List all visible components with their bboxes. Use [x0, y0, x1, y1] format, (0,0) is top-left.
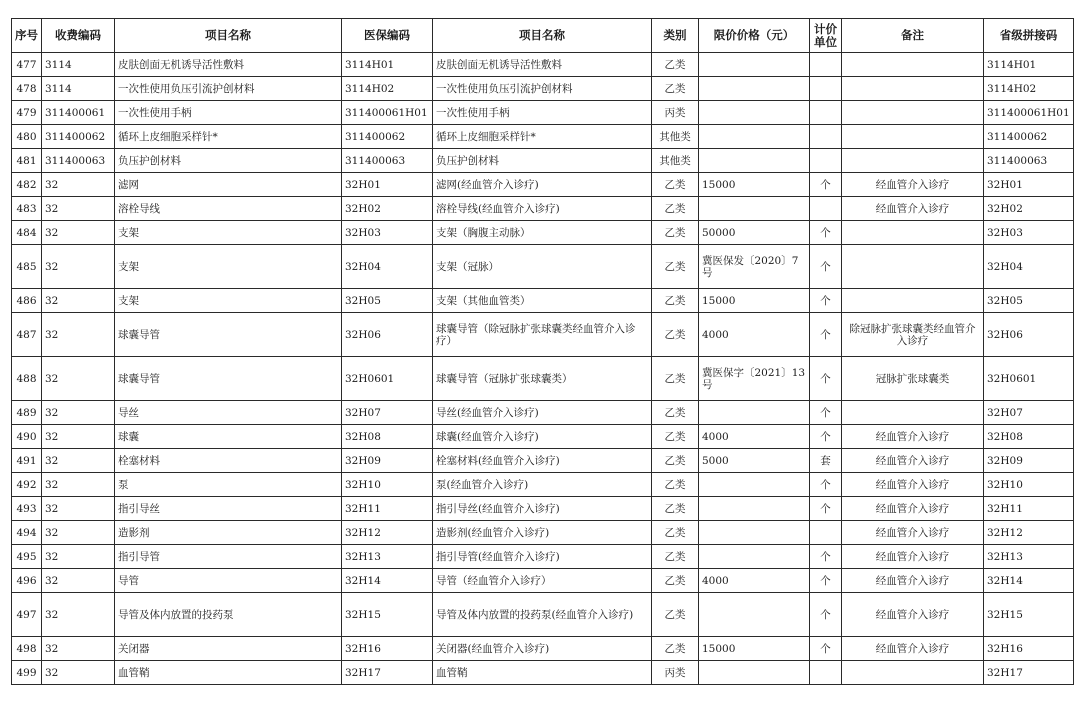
table-row	[12, 53, 1074, 77]
cell-fee-code: 32	[42, 545, 115, 569]
cell-unit: 个	[810, 497, 842, 521]
cell-category: 乙类	[652, 569, 699, 593]
cell-seq: 485	[12, 245, 42, 289]
cell-category: 乙类	[652, 425, 699, 449]
cell-insurance-code: 311400063	[342, 149, 433, 173]
table-row	[12, 149, 1074, 173]
cell-fee-code: 311400061	[42, 101, 115, 125]
table-row	[12, 313, 1074, 357]
table-row	[12, 197, 1074, 221]
cell-note	[842, 401, 984, 425]
cell-item-name: 负压护创材料	[115, 149, 342, 173]
table-row	[12, 521, 1074, 545]
cell-item-detail: 血管鞘	[433, 661, 652, 685]
cell-unit: 个	[810, 425, 842, 449]
cell-fee-code: 32	[42, 401, 115, 425]
cell-fee-code: 32	[42, 245, 115, 289]
cell-seq: 499	[12, 661, 42, 685]
cell-note	[842, 221, 984, 245]
cell-insurance-code: 32H15	[342, 593, 433, 637]
cell-seq: 479	[12, 101, 42, 125]
cell-insurance-code: 32H01	[342, 173, 433, 197]
cell-item-name: 栓塞材料	[115, 449, 342, 473]
cell-seq: 486	[12, 289, 42, 313]
cell-fee-code: 32	[42, 569, 115, 593]
cell-fee-code: 32	[42, 593, 115, 637]
cell-insurance-code: 32H08	[342, 425, 433, 449]
header-row	[12, 19, 1074, 53]
cell-item-name: 循环上皮细胞采样针*	[115, 125, 342, 149]
cell-item-name: 溶栓导线	[115, 197, 342, 221]
cell-price	[699, 661, 810, 685]
table-row	[12, 593, 1074, 637]
header-category: 类别	[652, 19, 699, 53]
cell-item-detail: 一次性使用手柄	[433, 101, 652, 125]
cell-category: 其他类	[652, 149, 699, 173]
cell-price	[699, 545, 810, 569]
cell-price	[699, 593, 810, 637]
cell-item-name: 一次性使用负压引流护创材料	[115, 77, 342, 101]
cell-price: 15000	[699, 289, 810, 313]
cell-seq: 488	[12, 357, 42, 401]
cell-note: 经血管介入诊疗	[842, 545, 984, 569]
cell-insurance-code: 32H0601	[342, 357, 433, 401]
cell-fee-code: 3114	[42, 53, 115, 77]
cell-provincial-code: 32H15	[984, 593, 1074, 637]
cell-provincial-code: 32H04	[984, 245, 1074, 289]
cell-provincial-code: 32H11	[984, 497, 1074, 521]
table-row	[12, 125, 1074, 149]
header-item-name: 项目名称	[115, 19, 342, 53]
table-row	[12, 77, 1074, 101]
cell-price	[699, 473, 810, 497]
cell-item-detail: 造影剂(经血管介入诊疗)	[433, 521, 652, 545]
cell-insurance-code: 32H06	[342, 313, 433, 357]
cell-unit: 个	[810, 473, 842, 497]
cell-item-detail: 负压护创材料	[433, 149, 652, 173]
cell-category: 丙类	[652, 661, 699, 685]
cell-unit: 个	[810, 569, 842, 593]
header-note: 备注	[842, 19, 984, 53]
cell-note	[842, 245, 984, 289]
header-price-limit: 限价价格（元）	[699, 19, 810, 53]
cell-item-name: 支架	[115, 289, 342, 313]
cell-category: 乙类	[652, 221, 699, 245]
cell-seq: 498	[12, 637, 42, 661]
cell-category: 丙类	[652, 101, 699, 125]
cell-provincial-code: 32H14	[984, 569, 1074, 593]
cell-provincial-code: 32H12	[984, 521, 1074, 545]
cell-insurance-code: 32H10	[342, 473, 433, 497]
cell-seq: 478	[12, 77, 42, 101]
cell-note	[842, 125, 984, 149]
cell-provincial-code: 32H03	[984, 221, 1074, 245]
cell-price: 5000	[699, 449, 810, 473]
table-row	[12, 545, 1074, 569]
cell-seq: 491	[12, 449, 42, 473]
cell-seq: 487	[12, 313, 42, 357]
cell-item-detail: 栓塞材料(经血管介入诊疗)	[433, 449, 652, 473]
cell-item-name: 导管	[115, 569, 342, 593]
table-body	[12, 53, 1074, 685]
cell-price	[699, 101, 810, 125]
cell-category: 其他类	[652, 125, 699, 149]
cell-category: 乙类	[652, 173, 699, 197]
cell-provincial-code: 3114H01	[984, 53, 1074, 77]
cell-provincial-code: 32H17	[984, 661, 1074, 685]
cell-note	[842, 149, 984, 173]
cell-unit	[810, 197, 842, 221]
cell-insurance-code: 311400062	[342, 125, 433, 149]
cell-fee-code: 32	[42, 425, 115, 449]
cell-seq: 493	[12, 497, 42, 521]
cell-unit: 个	[810, 357, 842, 401]
cell-price: 4000	[699, 569, 810, 593]
cell-price: 冀医保字〔2021〕13号	[699, 357, 810, 401]
cell-note	[842, 661, 984, 685]
cell-note	[842, 289, 984, 313]
cell-fee-code: 32	[42, 661, 115, 685]
cell-category: 乙类	[652, 401, 699, 425]
cell-item-name: 导管及体内放置的投药泵	[115, 593, 342, 637]
cell-insurance-code: 3114H01	[342, 53, 433, 77]
cell-seq: 495	[12, 545, 42, 569]
cell-seq: 490	[12, 425, 42, 449]
cell-insurance-code: 32H11	[342, 497, 433, 521]
cell-item-detail: 滤网(经血管介入诊疗)	[433, 173, 652, 197]
table-row	[12, 357, 1074, 401]
header-unit: 计价单位	[810, 19, 842, 53]
cell-insurance-code: 32H16	[342, 637, 433, 661]
cell-note: 经血管介入诊疗	[842, 449, 984, 473]
cell-provincial-code: 311400063	[984, 149, 1074, 173]
cell-category: 乙类	[652, 357, 699, 401]
cell-price: 15000	[699, 637, 810, 661]
cell-price: 冀医保发〔2020〕7号	[699, 245, 810, 289]
cell-insurance-code: 32H03	[342, 221, 433, 245]
cell-provincial-code: 32H08	[984, 425, 1074, 449]
cell-note: 经血管介入诊疗	[842, 569, 984, 593]
cell-fee-code: 3114	[42, 77, 115, 101]
cell-insurance-code: 32H09	[342, 449, 433, 473]
table-row	[12, 289, 1074, 313]
cell-item-detail: 支架（其他血管类）	[433, 289, 652, 313]
cell-insurance-code: 32H12	[342, 521, 433, 545]
table-row	[12, 661, 1074, 685]
cell-insurance-code: 32H02	[342, 197, 433, 221]
cell-provincial-code: 32H01	[984, 173, 1074, 197]
cell-item-detail: 皮肤创面无机诱导活性敷料	[433, 53, 652, 77]
table-row	[12, 401, 1074, 425]
table-row	[12, 449, 1074, 473]
cell-category: 乙类	[652, 545, 699, 569]
cell-note: 冠脉扩张球囊类	[842, 357, 984, 401]
cell-fee-code: 32	[42, 313, 115, 357]
cell-price	[699, 497, 810, 521]
cell-insurance-code: 32H13	[342, 545, 433, 569]
table-row	[12, 425, 1074, 449]
cell-item-detail: 循环上皮细胞采样针*	[433, 125, 652, 149]
cell-provincial-code: 32H06	[984, 313, 1074, 357]
cell-item-detail: 导管（经血管介入诊疗）	[433, 569, 652, 593]
cell-item-name: 球囊导管	[115, 313, 342, 357]
cell-item-detail: 球囊导管（除冠脉扩张球囊类经血管介入诊疗）	[433, 313, 652, 357]
cell-unit: 个	[810, 545, 842, 569]
cell-item-name: 导丝	[115, 401, 342, 425]
cell-item-name: 泵	[115, 473, 342, 497]
cell-item-detail: 导管及体内放置的投药泵(经血管介入诊疗)	[433, 593, 652, 637]
cell-note: 经血管介入诊疗	[842, 473, 984, 497]
cell-item-name: 关闭器	[115, 637, 342, 661]
table-row	[12, 473, 1074, 497]
cell-fee-code: 32	[42, 473, 115, 497]
price-table	[11, 18, 1074, 685]
cell-unit: 个	[810, 593, 842, 637]
table-row	[12, 497, 1074, 521]
cell-item-name: 皮肤创面无机诱导活性敷料	[115, 53, 342, 77]
cell-price	[699, 149, 810, 173]
cell-price	[699, 53, 810, 77]
cell-insurance-code: 3114H02	[342, 77, 433, 101]
cell-seq: 489	[12, 401, 42, 425]
cell-note: 经血管介入诊疗	[842, 173, 984, 197]
cell-note: 经血管介入诊疗	[842, 197, 984, 221]
cell-category: 乙类	[652, 497, 699, 521]
cell-unit	[810, 125, 842, 149]
cell-category: 乙类	[652, 53, 699, 77]
cell-category: 乙类	[652, 197, 699, 221]
cell-provincial-code: 311400062	[984, 125, 1074, 149]
cell-provincial-code: 32H02	[984, 197, 1074, 221]
cell-item-detail: 关闭器(经血管介入诊疗)	[433, 637, 652, 661]
cell-category: 乙类	[652, 521, 699, 545]
cell-category: 乙类	[652, 449, 699, 473]
cell-price	[699, 401, 810, 425]
cell-category: 乙类	[652, 245, 699, 289]
cell-item-name: 一次性使用手柄	[115, 101, 342, 125]
cell-item-name: 球囊导管	[115, 357, 342, 401]
cell-fee-code: 32	[42, 289, 115, 313]
cell-fee-code: 32	[42, 173, 115, 197]
cell-note	[842, 101, 984, 125]
cell-seq: 482	[12, 173, 42, 197]
cell-item-detail: 指引导丝(经血管介入诊疗)	[433, 497, 652, 521]
cell-item-name: 造影剂	[115, 521, 342, 545]
cell-item-name: 血管鞘	[115, 661, 342, 685]
cell-insurance-code: 32H05	[342, 289, 433, 313]
cell-note: 除冠脉扩张球囊类经血管介入诊疗	[842, 313, 984, 357]
cell-fee-code: 32	[42, 637, 115, 661]
cell-item-detail: 导丝(经血管介入诊疗)	[433, 401, 652, 425]
header-seq: 序号	[12, 19, 42, 53]
cell-price	[699, 521, 810, 545]
cell-price: 50000	[699, 221, 810, 245]
cell-unit	[810, 101, 842, 125]
cell-fee-code: 32	[42, 449, 115, 473]
cell-note: 经血管介入诊疗	[842, 521, 984, 545]
cell-seq: 477	[12, 53, 42, 77]
cell-category: 乙类	[652, 473, 699, 497]
cell-item-name: 指引导丝	[115, 497, 342, 521]
cell-seq: 496	[12, 569, 42, 593]
cell-item-detail: 泵(经血管介入诊疗)	[433, 473, 652, 497]
cell-item-detail: 指引导管(经血管介入诊疗)	[433, 545, 652, 569]
table-row	[12, 101, 1074, 125]
cell-provincial-code: 32H05	[984, 289, 1074, 313]
cell-provincial-code: 3114H02	[984, 77, 1074, 101]
cell-unit: 个	[810, 289, 842, 313]
cell-note: 经血管介入诊疗	[842, 497, 984, 521]
cell-provincial-code: 32H09	[984, 449, 1074, 473]
cell-note	[842, 53, 984, 77]
table-row	[12, 245, 1074, 289]
cell-provincial-code: 32H10	[984, 473, 1074, 497]
cell-insurance-code: 32H17	[342, 661, 433, 685]
cell-unit: 个	[810, 221, 842, 245]
cell-unit: 个	[810, 245, 842, 289]
header-item-name-2: 项目名称	[433, 19, 652, 53]
cell-provincial-code: 32H16	[984, 637, 1074, 661]
cell-category: 乙类	[652, 77, 699, 101]
cell-price: 4000	[699, 313, 810, 357]
cell-provincial-code: 311400061H01	[984, 101, 1074, 125]
cell-insurance-code: 32H14	[342, 569, 433, 593]
cell-note: 经血管介入诊疗	[842, 593, 984, 637]
cell-item-detail: 球囊导管（冠脉扩张球囊类）	[433, 357, 652, 401]
cell-fee-code: 32	[42, 357, 115, 401]
cell-fee-code: 32	[42, 197, 115, 221]
table-row	[12, 173, 1074, 197]
cell-unit: 套	[810, 449, 842, 473]
cell-fee-code: 311400063	[42, 149, 115, 173]
header-provincial-code: 省级拼接码	[984, 19, 1074, 53]
cell-seq: 497	[12, 593, 42, 637]
table-row	[12, 569, 1074, 593]
cell-seq: 494	[12, 521, 42, 545]
header-insurance-code: 医保编码	[342, 19, 433, 53]
cell-fee-code: 311400062	[42, 125, 115, 149]
cell-unit: 个	[810, 401, 842, 425]
cell-insurance-code: 32H04	[342, 245, 433, 289]
cell-item-detail: 溶栓导线(经血管介入诊疗)	[433, 197, 652, 221]
cell-item-detail: 支架（胸腹主动脉）	[433, 221, 652, 245]
cell-item-name: 支架	[115, 221, 342, 245]
cell-insurance-code: 311400061H01	[342, 101, 433, 125]
cell-fee-code: 32	[42, 221, 115, 245]
cell-note: 经血管介入诊疗	[842, 637, 984, 661]
cell-item-detail: 一次性使用负压引流护创材料	[433, 77, 652, 101]
cell-item-detail: 支架（冠脉）	[433, 245, 652, 289]
cell-unit: 个	[810, 637, 842, 661]
cell-item-name: 滤网	[115, 173, 342, 197]
cell-provincial-code: 32H07	[984, 401, 1074, 425]
cell-price: 4000	[699, 425, 810, 449]
cell-provincial-code: 32H13	[984, 545, 1074, 569]
cell-note	[842, 77, 984, 101]
cell-seq: 492	[12, 473, 42, 497]
header-fee-code: 收费编码	[42, 19, 115, 53]
cell-category: 乙类	[652, 289, 699, 313]
cell-item-name: 球囊	[115, 425, 342, 449]
cell-fee-code: 32	[42, 521, 115, 545]
cell-category: 乙类	[652, 313, 699, 357]
cell-price	[699, 197, 810, 221]
cell-item-name: 支架	[115, 245, 342, 289]
cell-price	[699, 125, 810, 149]
cell-seq: 480	[12, 125, 42, 149]
cell-price: 15000	[699, 173, 810, 197]
cell-category: 乙类	[652, 593, 699, 637]
cell-item-detail: 球囊(经血管介入诊疗)	[433, 425, 652, 449]
cell-seq: 484	[12, 221, 42, 245]
cell-unit	[810, 661, 842, 685]
cell-category: 乙类	[652, 637, 699, 661]
cell-item-name: 指引导管	[115, 545, 342, 569]
cell-unit	[810, 521, 842, 545]
cell-unit: 个	[810, 313, 842, 357]
table-row	[12, 221, 1074, 245]
cell-unit	[810, 149, 842, 173]
cell-unit	[810, 53, 842, 77]
cell-seq: 483	[12, 197, 42, 221]
table-row	[12, 637, 1074, 661]
cell-unit: 个	[810, 173, 842, 197]
cell-price	[699, 77, 810, 101]
cell-fee-code: 32	[42, 497, 115, 521]
cell-note: 经血管介入诊疗	[842, 425, 984, 449]
cell-seq: 481	[12, 149, 42, 173]
cell-insurance-code: 32H07	[342, 401, 433, 425]
cell-unit	[810, 77, 842, 101]
cell-provincial-code: 32H0601	[984, 357, 1074, 401]
